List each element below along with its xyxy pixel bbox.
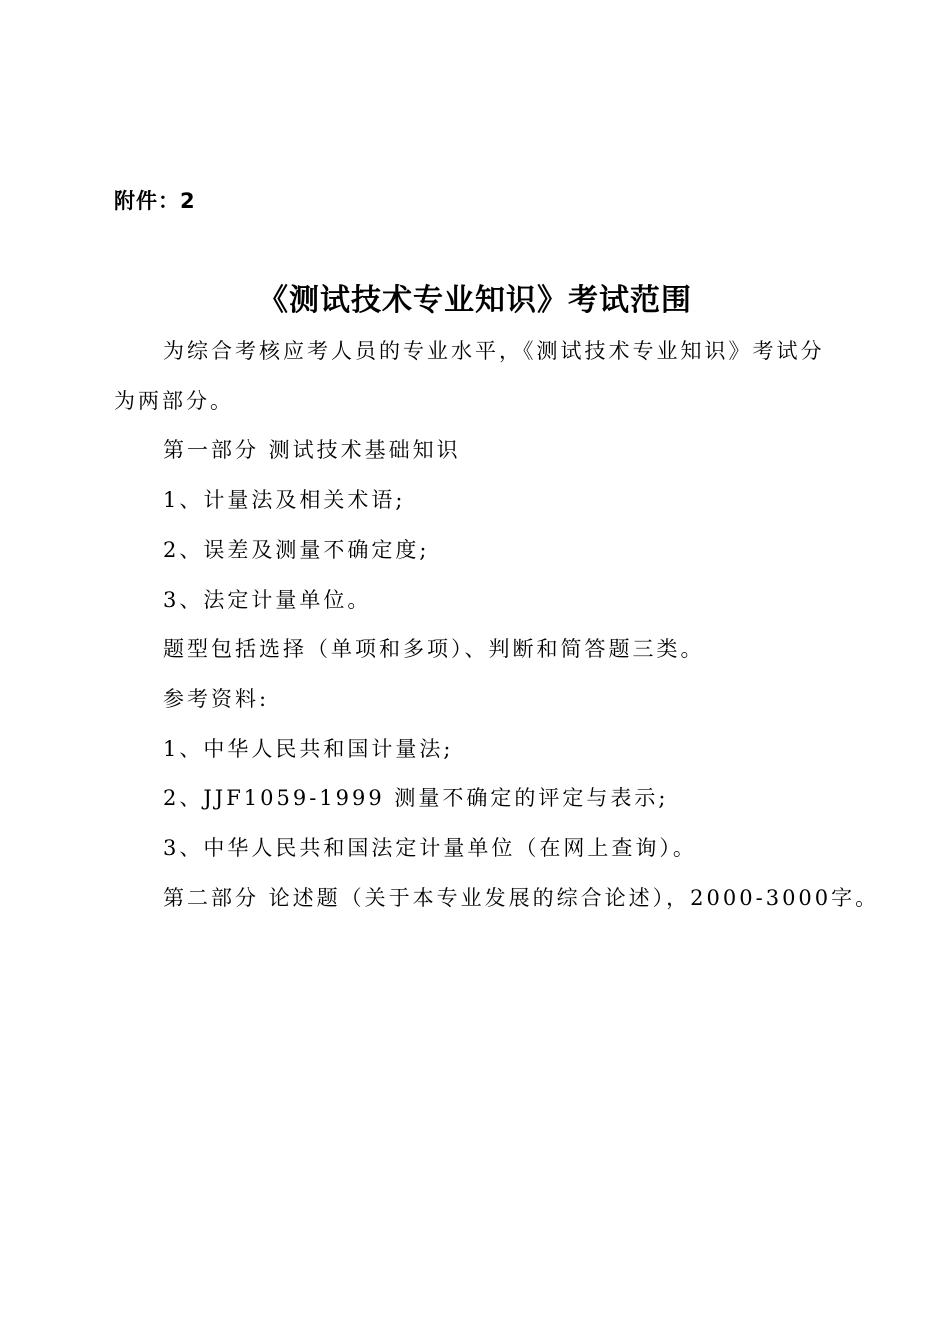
part1-item-2: 2、误差及测量不确定度;: [163, 538, 430, 562]
part2-heading: 第二部分 论述题（关于本专业发展的综合论述），2000-3000字。: [163, 886, 880, 910]
reference-item-2: 2、JJF1059-1999 测量不确定的评定与表示;: [163, 786, 669, 810]
attachment-label: 附件：2: [114, 189, 196, 213]
intro-paragraph-line-2: 为两部分。: [114, 389, 234, 413]
part1-item-3: 3、法定计量单位。: [163, 588, 372, 612]
part1-heading: 第一部分 测试技术基础知识: [163, 438, 461, 462]
intro-paragraph-line-1: 为综合考核应考人员的专业水平，《测试技术专业知识》考试分: [163, 339, 825, 363]
references-heading: 参考资料:: [163, 687, 270, 711]
document-title: 《测试技术专业知识》考试范围: [258, 283, 692, 318]
question-types: 题型包括选择（单项和多项）、判断和简答题三类。: [163, 637, 705, 661]
reference-item-3: 3、中华人民共和国法定计量单位（在网上查询）。: [163, 836, 697, 860]
part1-item-1: 1、计量法及相关术语;: [163, 488, 406, 512]
reference-item-1: 1、中华人民共和国计量法;: [163, 737, 454, 761]
